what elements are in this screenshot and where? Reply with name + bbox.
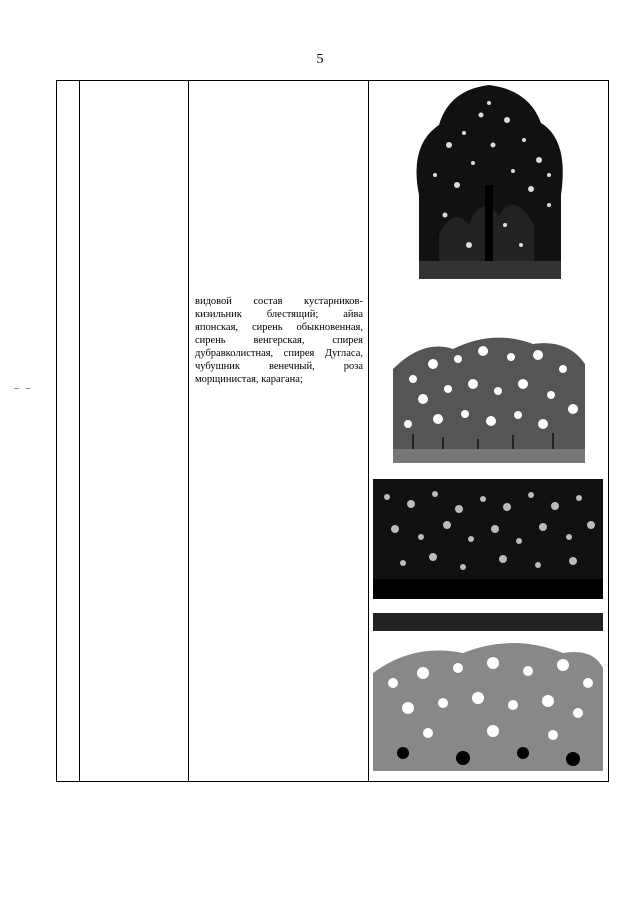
column-divider bbox=[368, 81, 369, 781]
shrub-photo bbox=[393, 329, 585, 463]
hedge-photo bbox=[373, 479, 603, 599]
tree-photo bbox=[409, 85, 569, 279]
ground-shrub-photo bbox=[373, 613, 603, 771]
margin-marks: – – bbox=[14, 383, 33, 394]
document-table bbox=[56, 80, 609, 782]
page-number: 5 bbox=[316, 52, 324, 67]
column-divider bbox=[188, 81, 189, 781]
shrub-species-text: видовой состав кустарников- кизильник блестящий; айва японская, сирень обыкновенная, сирень венгерская, спирея дубравколистная, спирея Дугласа, чубушник венечный, роза морщинистая, карагана; bbox=[195, 296, 363, 385]
column-divider bbox=[79, 81, 80, 781]
